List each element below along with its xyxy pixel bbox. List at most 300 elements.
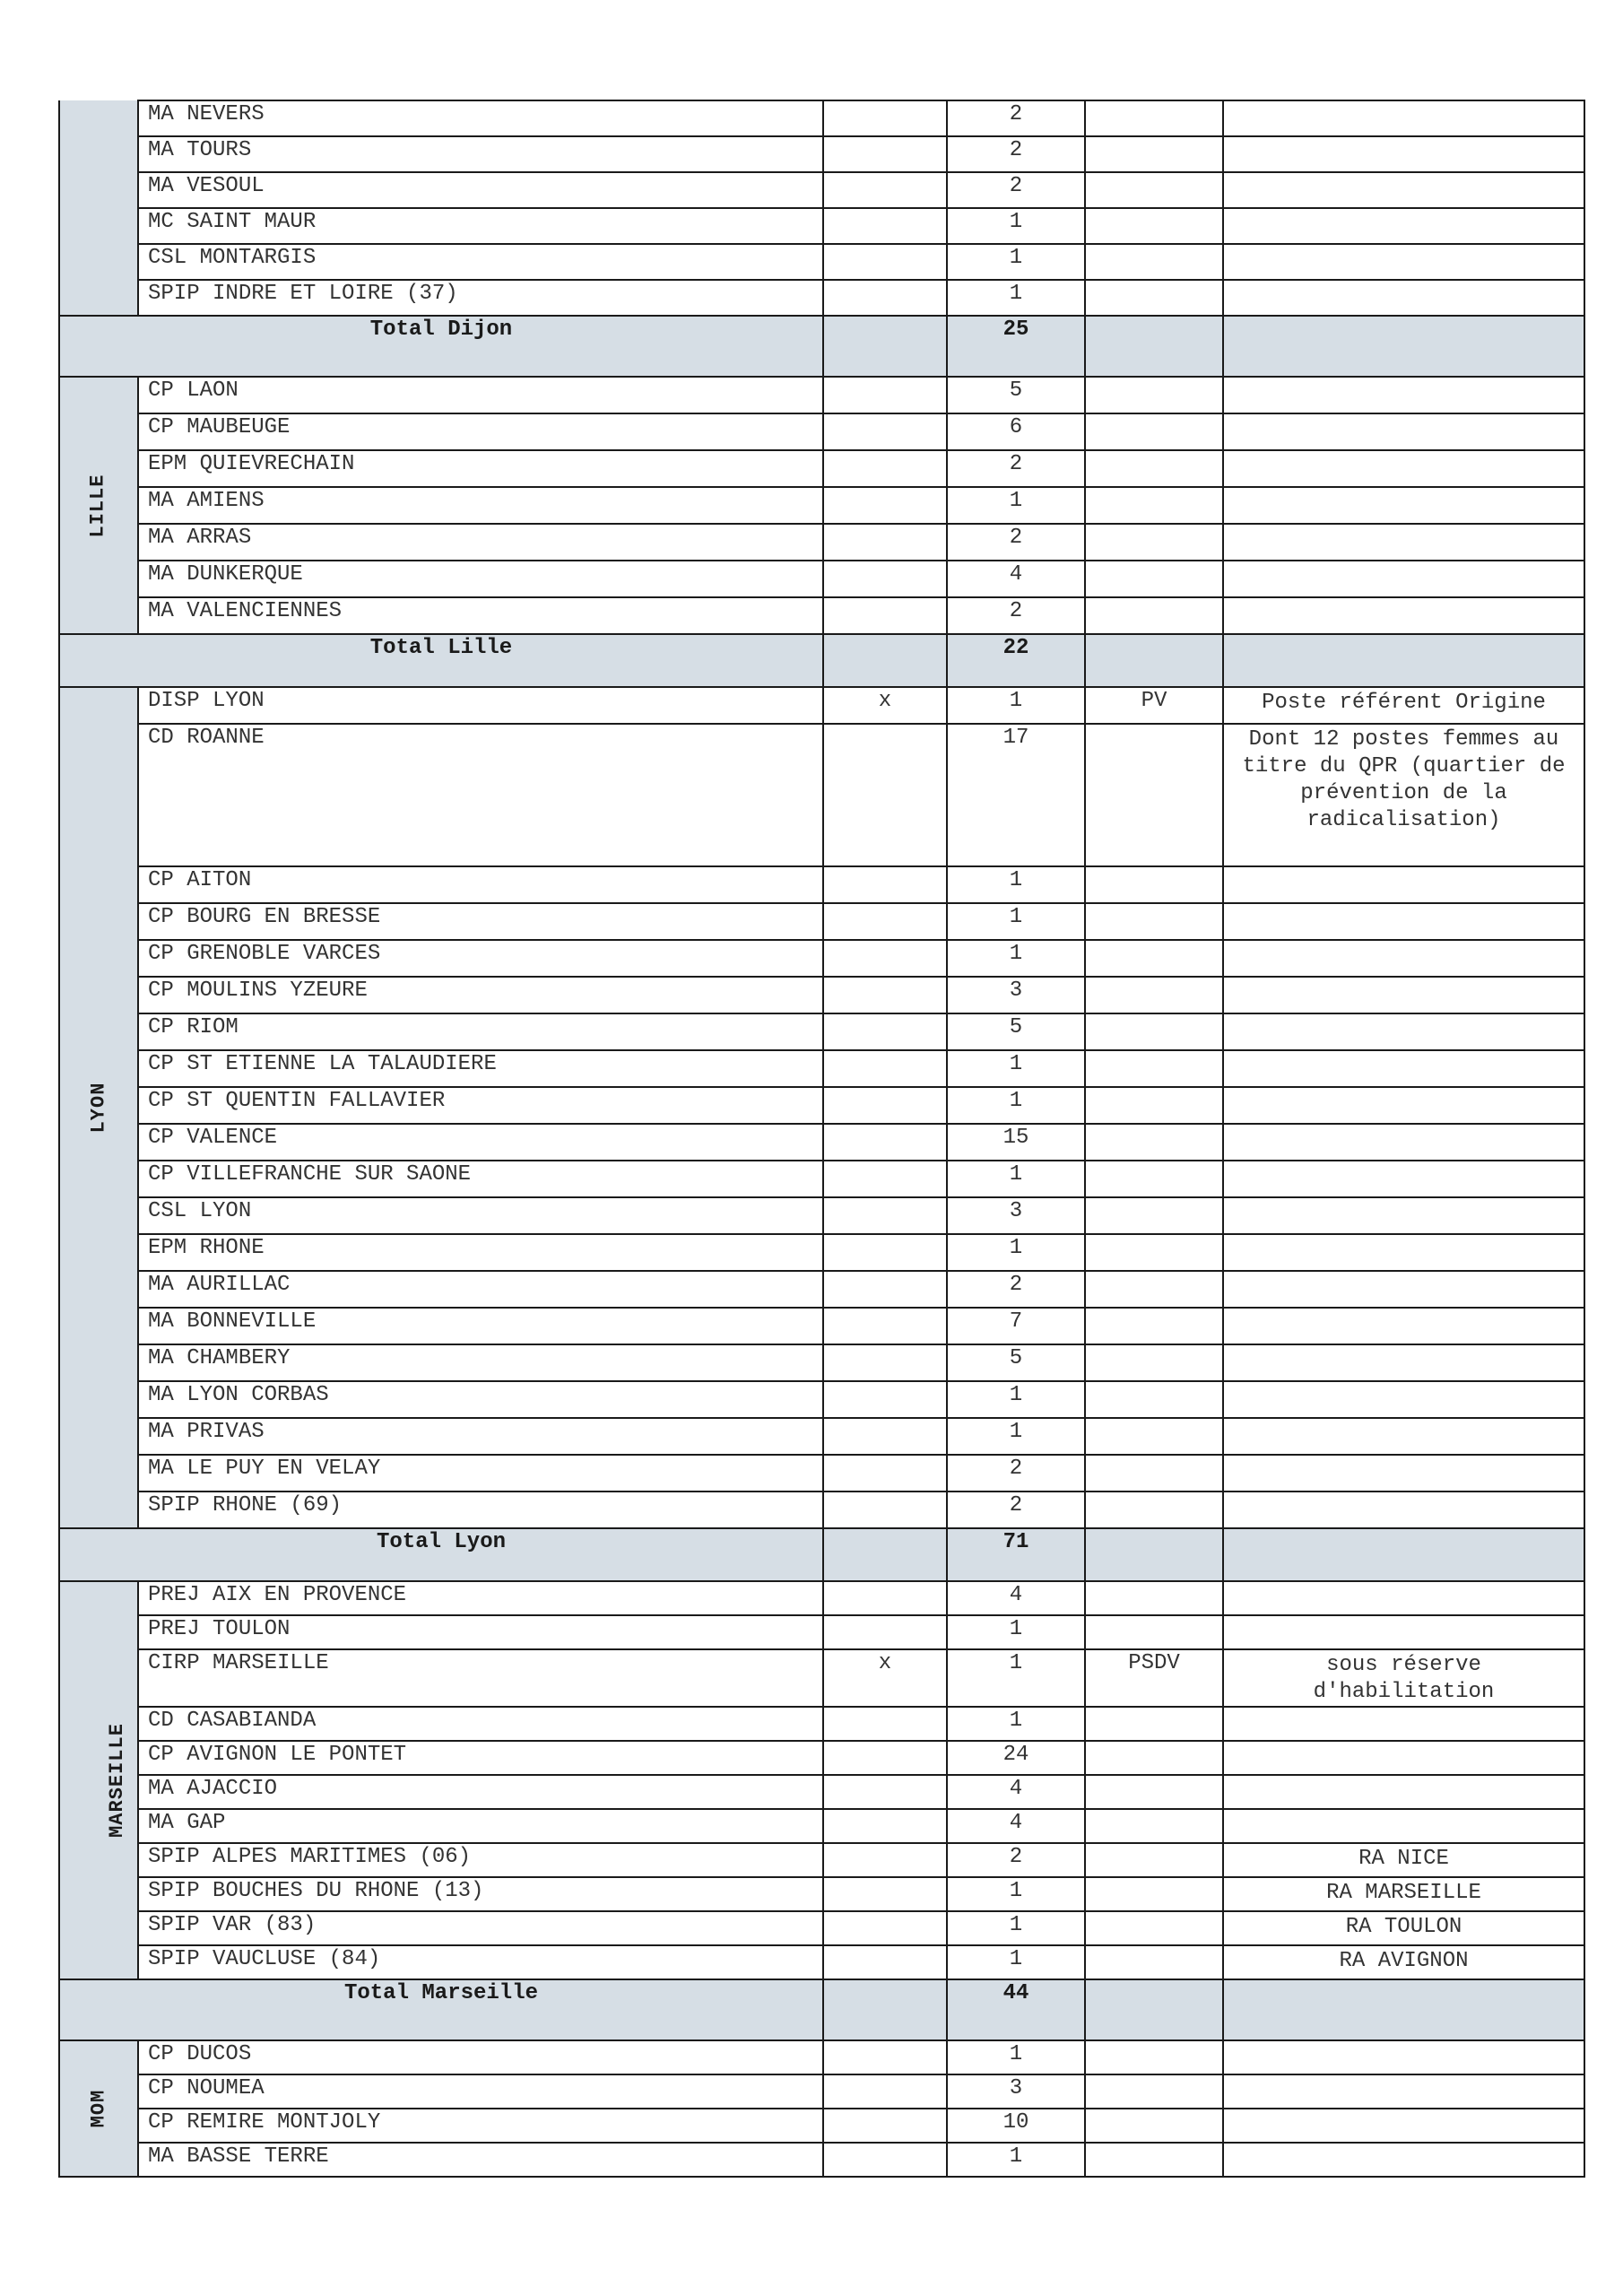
observation bbox=[1223, 377, 1584, 413]
post-type bbox=[1085, 903, 1223, 940]
establishment-name: DISP LYON bbox=[138, 687, 823, 724]
total-empty-cell bbox=[1085, 1528, 1223, 1581]
post-type bbox=[1085, 1911, 1223, 1945]
table-row bbox=[59, 280, 1584, 316]
table-row bbox=[59, 2109, 1584, 2143]
observation bbox=[1223, 597, 1584, 634]
establishment-name: CP AVIGNON LE PONTET bbox=[138, 1741, 823, 1775]
flag-cell bbox=[823, 244, 947, 280]
observation bbox=[1223, 1775, 1584, 1809]
post-count: 5 bbox=[947, 377, 1085, 413]
post-type bbox=[1085, 244, 1223, 280]
post-type bbox=[1085, 136, 1223, 172]
table-row bbox=[59, 524, 1584, 561]
observation bbox=[1223, 1455, 1584, 1492]
post-count: 2 bbox=[947, 450, 1085, 487]
observation bbox=[1223, 866, 1584, 903]
observation bbox=[1223, 1418, 1584, 1455]
observation bbox=[1223, 172, 1584, 208]
post-count: 1 bbox=[947, 2040, 1085, 2074]
flag-cell bbox=[823, 1455, 947, 1492]
post-count: 1 bbox=[947, 1418, 1085, 1455]
flag-cell bbox=[823, 208, 947, 244]
flag-cell bbox=[823, 724, 947, 866]
flag-cell bbox=[823, 524, 947, 561]
flag-cell bbox=[823, 561, 947, 597]
flag-cell bbox=[823, 1809, 947, 1843]
table-row bbox=[59, 2143, 1584, 2177]
observation bbox=[1223, 413, 1584, 450]
flag-cell bbox=[823, 1615, 947, 1649]
post-type bbox=[1085, 1124, 1223, 1161]
observation bbox=[1223, 100, 1584, 136]
posts-table-body bbox=[59, 100, 1584, 2177]
total-row bbox=[59, 1979, 1584, 2040]
flag-cell bbox=[823, 1492, 947, 1528]
total-row bbox=[59, 1528, 1584, 1581]
observation bbox=[1223, 487, 1584, 524]
observation: RA AVIGNON bbox=[1223, 1945, 1584, 1979]
observation: RA NICE bbox=[1223, 1843, 1584, 1877]
post-count: 2 bbox=[947, 1455, 1085, 1492]
observation bbox=[1223, 1050, 1584, 1087]
table-row bbox=[59, 450, 1584, 487]
table-row bbox=[59, 2040, 1584, 2074]
post-type bbox=[1085, 1381, 1223, 1418]
establishment-name: MA AMIENS bbox=[138, 487, 823, 524]
observation bbox=[1223, 1087, 1584, 1124]
table-row bbox=[59, 561, 1584, 597]
table-row bbox=[59, 2074, 1584, 2109]
flag-cell bbox=[823, 1161, 947, 1197]
establishment-name: CP REMIRE MONTJOLY bbox=[138, 2109, 823, 2143]
post-type bbox=[1085, 724, 1223, 866]
establishment-name: CP BOURG EN BRESSE bbox=[138, 903, 823, 940]
establishment-name: MA BONNEVILLE bbox=[138, 1308, 823, 1344]
flag-cell bbox=[823, 1197, 947, 1234]
post-count: 1 bbox=[947, 1911, 1085, 1945]
flag-cell bbox=[823, 940, 947, 977]
observation bbox=[1223, 1707, 1584, 1741]
post-type bbox=[1085, 977, 1223, 1013]
total-empty-cell bbox=[1223, 634, 1584, 687]
table-row bbox=[59, 1649, 1584, 1707]
flag-cell bbox=[823, 1087, 947, 1124]
table-row bbox=[59, 1492, 1584, 1528]
table-row bbox=[59, 724, 1584, 866]
post-type bbox=[1085, 2109, 1223, 2143]
establishment-name: MA VESOUL bbox=[138, 172, 823, 208]
flag-cell bbox=[823, 866, 947, 903]
table-row bbox=[59, 1271, 1584, 1308]
post-count: 2 bbox=[947, 136, 1085, 172]
post-count: 2 bbox=[947, 172, 1085, 208]
table-row bbox=[59, 208, 1584, 244]
observation: Poste référent Origine bbox=[1223, 687, 1584, 724]
table-row bbox=[59, 1344, 1584, 1381]
post-type bbox=[1085, 2143, 1223, 2177]
establishment-name: CP VILLEFRANCHE SUR SAONE bbox=[138, 1161, 823, 1197]
table-row bbox=[59, 1809, 1584, 1843]
total-empty-cell bbox=[1085, 634, 1223, 687]
flag-cell bbox=[823, 413, 947, 450]
establishment-name: CP ST ETIENNE LA TALAUDIERE bbox=[138, 1050, 823, 1087]
total-empty-cell bbox=[1085, 316, 1223, 377]
establishment-name: CP AITON bbox=[138, 866, 823, 903]
region-label-cell bbox=[59, 2040, 138, 2177]
post-count: 7 bbox=[947, 1308, 1085, 1344]
flag-cell bbox=[823, 1234, 947, 1271]
establishment-name: SPIP VAUCLUSE (84) bbox=[138, 1945, 823, 1979]
observation bbox=[1223, 208, 1584, 244]
post-type bbox=[1085, 1945, 1223, 1979]
establishment-name: MA LE PUY EN VELAY bbox=[138, 1455, 823, 1492]
post-count: 1 bbox=[947, 1087, 1085, 1124]
post-count: 5 bbox=[947, 1013, 1085, 1050]
table-row bbox=[59, 1911, 1584, 1945]
total-empty-cell bbox=[823, 634, 947, 687]
flag-cell bbox=[823, 1741, 947, 1775]
total-empty-cell bbox=[1223, 1528, 1584, 1581]
post-type bbox=[1085, 1418, 1223, 1455]
total-value: 22 bbox=[947, 634, 1085, 687]
region-label-cell bbox=[59, 100, 138, 316]
table-row bbox=[59, 1050, 1584, 1087]
observation: Dont 12 postes femmes au titre du QPR (quartier de prévention de la radicalisation) bbox=[1223, 724, 1584, 866]
flag-cell bbox=[823, 2109, 947, 2143]
total-label: Total Dijon bbox=[59, 316, 823, 377]
post-type bbox=[1085, 1455, 1223, 1492]
flag-cell bbox=[823, 1581, 947, 1615]
table-row bbox=[59, 1843, 1584, 1877]
observation bbox=[1223, 1615, 1584, 1649]
post-count: 2 bbox=[947, 1271, 1085, 1308]
post-type bbox=[1085, 1234, 1223, 1271]
flag-cell bbox=[823, 487, 947, 524]
post-type bbox=[1085, 280, 1223, 316]
table-row bbox=[59, 940, 1584, 977]
flag-cell bbox=[823, 280, 947, 316]
flag-cell bbox=[823, 2074, 947, 2109]
establishment-name: CSL MONTARGIS bbox=[138, 244, 823, 280]
post-type bbox=[1085, 208, 1223, 244]
total-row bbox=[59, 634, 1584, 687]
observation bbox=[1223, 561, 1584, 597]
establishment-name: SPIP ALPES MARITIMES (06) bbox=[138, 1843, 823, 1877]
post-type bbox=[1085, 1271, 1223, 1308]
establishment-name: CP DUCOS bbox=[138, 2040, 823, 2074]
establishment-name: PREJ AIX EN PROVENCE bbox=[138, 1581, 823, 1615]
flag-cell bbox=[823, 1877, 947, 1911]
table-row bbox=[59, 1381, 1584, 1418]
post-count: 1 bbox=[947, 1050, 1085, 1087]
flag-cell bbox=[823, 1843, 947, 1877]
establishment-name: CSL LYON bbox=[138, 1197, 823, 1234]
total-label: Total Lille bbox=[59, 634, 823, 687]
post-type bbox=[1085, 597, 1223, 634]
post-count: 1 bbox=[947, 1649, 1085, 1707]
post-count: 3 bbox=[947, 977, 1085, 1013]
observation bbox=[1223, 940, 1584, 977]
post-type bbox=[1085, 1741, 1223, 1775]
post-type bbox=[1085, 1050, 1223, 1087]
observation bbox=[1223, 280, 1584, 316]
post-type bbox=[1085, 2040, 1223, 2074]
post-count: 17 bbox=[947, 724, 1085, 866]
post-count: 15 bbox=[947, 1124, 1085, 1161]
table-row bbox=[59, 172, 1584, 208]
flag-cell bbox=[823, 1124, 947, 1161]
flag-cell bbox=[823, 1911, 947, 1945]
post-count: 1 bbox=[947, 1707, 1085, 1741]
observation bbox=[1223, 977, 1584, 1013]
observation bbox=[1223, 1381, 1584, 1418]
table-row bbox=[59, 1087, 1584, 1124]
establishment-name: SPIP BOUCHES DU RHONE (13) bbox=[138, 1877, 823, 1911]
post-type bbox=[1085, 1492, 1223, 1528]
flag-cell: x bbox=[823, 1649, 947, 1707]
table-row bbox=[59, 903, 1584, 940]
establishment-name: MA BASSE TERRE bbox=[138, 2143, 823, 2177]
table-row bbox=[59, 1741, 1584, 1775]
establishment-name: MA ARRAS bbox=[138, 524, 823, 561]
observation bbox=[1223, 2040, 1584, 2074]
flag-cell bbox=[823, 1344, 947, 1381]
post-count: 1 bbox=[947, 244, 1085, 280]
table-row bbox=[59, 136, 1584, 172]
flag-cell bbox=[823, 172, 947, 208]
post-count: 1 bbox=[947, 1161, 1085, 1197]
table-row bbox=[59, 244, 1584, 280]
observation bbox=[1223, 1809, 1584, 1843]
total-label: Total Marseille bbox=[59, 1979, 823, 2040]
total-label: Total Lyon bbox=[59, 1528, 823, 1581]
flag-cell bbox=[823, 903, 947, 940]
table-row bbox=[59, 1707, 1584, 1741]
post-count: 5 bbox=[947, 1344, 1085, 1381]
table-row bbox=[59, 1455, 1584, 1492]
establishment-name: MA VALENCIENNES bbox=[138, 597, 823, 634]
observation bbox=[1223, 1741, 1584, 1775]
post-type bbox=[1085, 524, 1223, 561]
observation bbox=[1223, 2074, 1584, 2109]
total-value: 25 bbox=[947, 316, 1085, 377]
flag-cell bbox=[823, 377, 947, 413]
observation bbox=[1223, 244, 1584, 280]
post-count: 1 bbox=[947, 1615, 1085, 1649]
flag-cell bbox=[823, 2040, 947, 2074]
establishment-name: MA PRIVAS bbox=[138, 1418, 823, 1455]
post-count: 1 bbox=[947, 2143, 1085, 2177]
post-type bbox=[1085, 1197, 1223, 1234]
establishment-name: CD ROANNE bbox=[138, 724, 823, 866]
flag-cell bbox=[823, 1707, 947, 1741]
region-label-cell bbox=[59, 1581, 138, 1979]
region-label: LILLE bbox=[86, 473, 109, 538]
post-type bbox=[1085, 940, 1223, 977]
post-type bbox=[1085, 2074, 1223, 2109]
total-empty-cell bbox=[823, 316, 947, 377]
table-row bbox=[59, 1615, 1584, 1649]
flag-cell bbox=[823, 1271, 947, 1308]
post-type bbox=[1085, 1308, 1223, 1344]
establishment-name: CP VALENCE bbox=[138, 1124, 823, 1161]
post-type bbox=[1085, 1161, 1223, 1197]
flag-cell: x bbox=[823, 687, 947, 724]
post-type: PV bbox=[1085, 687, 1223, 724]
establishment-name: MC SAINT MAUR bbox=[138, 208, 823, 244]
table-row bbox=[59, 687, 1584, 724]
table-row bbox=[59, 1308, 1584, 1344]
post-count: 1 bbox=[947, 903, 1085, 940]
post-count: 4 bbox=[947, 1809, 1085, 1843]
observation bbox=[1223, 1234, 1584, 1271]
post-count: 1 bbox=[947, 487, 1085, 524]
post-count: 1 bbox=[947, 1234, 1085, 1271]
post-type bbox=[1085, 450, 1223, 487]
establishment-name: CP RIOM bbox=[138, 1013, 823, 1050]
post-count: 2 bbox=[947, 1492, 1085, 1528]
post-count: 4 bbox=[947, 1581, 1085, 1615]
observation bbox=[1223, 524, 1584, 561]
total-value: 71 bbox=[947, 1528, 1085, 1581]
post-count: 1 bbox=[947, 1945, 1085, 1979]
post-count: 1 bbox=[947, 1381, 1085, 1418]
post-count: 4 bbox=[947, 561, 1085, 597]
post-count: 1 bbox=[947, 208, 1085, 244]
table-row bbox=[59, 1124, 1584, 1161]
observation bbox=[1223, 2109, 1584, 2143]
establishment-name: CP LAON bbox=[138, 377, 823, 413]
post-type bbox=[1085, 1775, 1223, 1809]
table-row bbox=[59, 597, 1584, 634]
flag-cell bbox=[823, 100, 947, 136]
observation bbox=[1223, 1197, 1584, 1234]
establishment-name: MA NEVERS bbox=[138, 100, 823, 136]
posts-table bbox=[58, 100, 1585, 2178]
establishment-name: CP ST QUENTIN FALLAVIER bbox=[138, 1087, 823, 1124]
region-label-cell bbox=[59, 377, 138, 634]
establishment-name: MA DUNKERQUE bbox=[138, 561, 823, 597]
post-type bbox=[1085, 1581, 1223, 1615]
post-count: 6 bbox=[947, 413, 1085, 450]
observation: RA TOULON bbox=[1223, 1911, 1584, 1945]
establishment-name: CD CASABIANDA bbox=[138, 1707, 823, 1741]
post-count: 2 bbox=[947, 524, 1085, 561]
flag-cell bbox=[823, 1418, 947, 1455]
table-row bbox=[59, 1945, 1584, 1979]
establishment-name: SPIP INDRE ET LOIRE (37) bbox=[138, 280, 823, 316]
observation bbox=[1223, 903, 1584, 940]
post-type bbox=[1085, 561, 1223, 597]
table-row bbox=[59, 1197, 1584, 1234]
table-row bbox=[59, 377, 1584, 413]
total-empty-cell bbox=[1085, 1979, 1223, 2040]
flag-cell bbox=[823, 1013, 947, 1050]
establishment-name: MA CHAMBERY bbox=[138, 1344, 823, 1381]
establishment-name: SPIP RHONE (69) bbox=[138, 1492, 823, 1528]
observation bbox=[1223, 450, 1584, 487]
post-type bbox=[1085, 487, 1223, 524]
flag-cell bbox=[823, 1775, 947, 1809]
establishment-name: MA AJACCIO bbox=[138, 1775, 823, 1809]
region-label: LYON bbox=[87, 1082, 109, 1134]
post-count: 3 bbox=[947, 1197, 1085, 1234]
observation: sous réserve d'habilitation bbox=[1223, 1649, 1584, 1707]
establishment-name: SPIP VAR (83) bbox=[138, 1911, 823, 1945]
observation bbox=[1223, 2143, 1584, 2177]
establishment-name: MA LYON CORBAS bbox=[138, 1381, 823, 1418]
post-type bbox=[1085, 1809, 1223, 1843]
flag-cell bbox=[823, 1381, 947, 1418]
flag-cell bbox=[823, 136, 947, 172]
flag-cell bbox=[823, 1050, 947, 1087]
table-row bbox=[59, 1418, 1584, 1455]
observation bbox=[1223, 1124, 1584, 1161]
post-count: 24 bbox=[947, 1741, 1085, 1775]
establishment-name: PREJ TOULON bbox=[138, 1615, 823, 1649]
post-type bbox=[1085, 1843, 1223, 1877]
observation bbox=[1223, 1013, 1584, 1050]
observation: RA MARSEILLE bbox=[1223, 1877, 1584, 1911]
table-row bbox=[59, 1161, 1584, 1197]
region-label: MOM bbox=[86, 2089, 109, 2128]
table-row bbox=[59, 1581, 1584, 1615]
flag-cell bbox=[823, 2143, 947, 2177]
table-row bbox=[59, 487, 1584, 524]
establishment-name: MA TOURS bbox=[138, 136, 823, 172]
establishment-name: EPM QUIEVRECHAIN bbox=[138, 450, 823, 487]
post-type bbox=[1085, 1877, 1223, 1911]
post-count: 1 bbox=[947, 1877, 1085, 1911]
establishment-name: CP GRENOBLE VARCES bbox=[138, 940, 823, 977]
post-count: 2 bbox=[947, 1843, 1085, 1877]
document-page bbox=[58, 100, 1585, 2178]
flag-cell bbox=[823, 1308, 947, 1344]
table-row bbox=[59, 1775, 1584, 1809]
table-row bbox=[59, 866, 1584, 903]
flag-cell bbox=[823, 450, 947, 487]
establishment-name: CP MAUBEUGE bbox=[138, 413, 823, 450]
total-value: 44 bbox=[947, 1979, 1085, 2040]
total-empty-cell bbox=[823, 1979, 947, 2040]
post-count: 1 bbox=[947, 866, 1085, 903]
flag-cell bbox=[823, 977, 947, 1013]
establishment-name: EPM RHONE bbox=[138, 1234, 823, 1271]
establishment-name: CIRP MARSEILLE bbox=[138, 1649, 823, 1707]
post-count: 3 bbox=[947, 2074, 1085, 2109]
post-count: 1 bbox=[947, 280, 1085, 316]
establishment-name: CP MOULINS YZEURE bbox=[138, 977, 823, 1013]
observation bbox=[1223, 1271, 1584, 1308]
post-type bbox=[1085, 172, 1223, 208]
establishment-name: MA AURILLAC bbox=[138, 1271, 823, 1308]
table-row bbox=[59, 1013, 1584, 1050]
post-count: 4 bbox=[947, 1775, 1085, 1809]
post-type bbox=[1085, 377, 1223, 413]
post-count: 2 bbox=[947, 597, 1085, 634]
post-count: 10 bbox=[947, 2109, 1085, 2143]
post-type bbox=[1085, 1344, 1223, 1381]
flag-cell bbox=[823, 597, 947, 634]
observation bbox=[1223, 1308, 1584, 1344]
table-row bbox=[59, 413, 1584, 450]
observation bbox=[1223, 136, 1584, 172]
flag-cell bbox=[823, 1945, 947, 1979]
post-count: 1 bbox=[947, 687, 1085, 724]
observation bbox=[1223, 1492, 1584, 1528]
post-count: 1 bbox=[947, 940, 1085, 977]
